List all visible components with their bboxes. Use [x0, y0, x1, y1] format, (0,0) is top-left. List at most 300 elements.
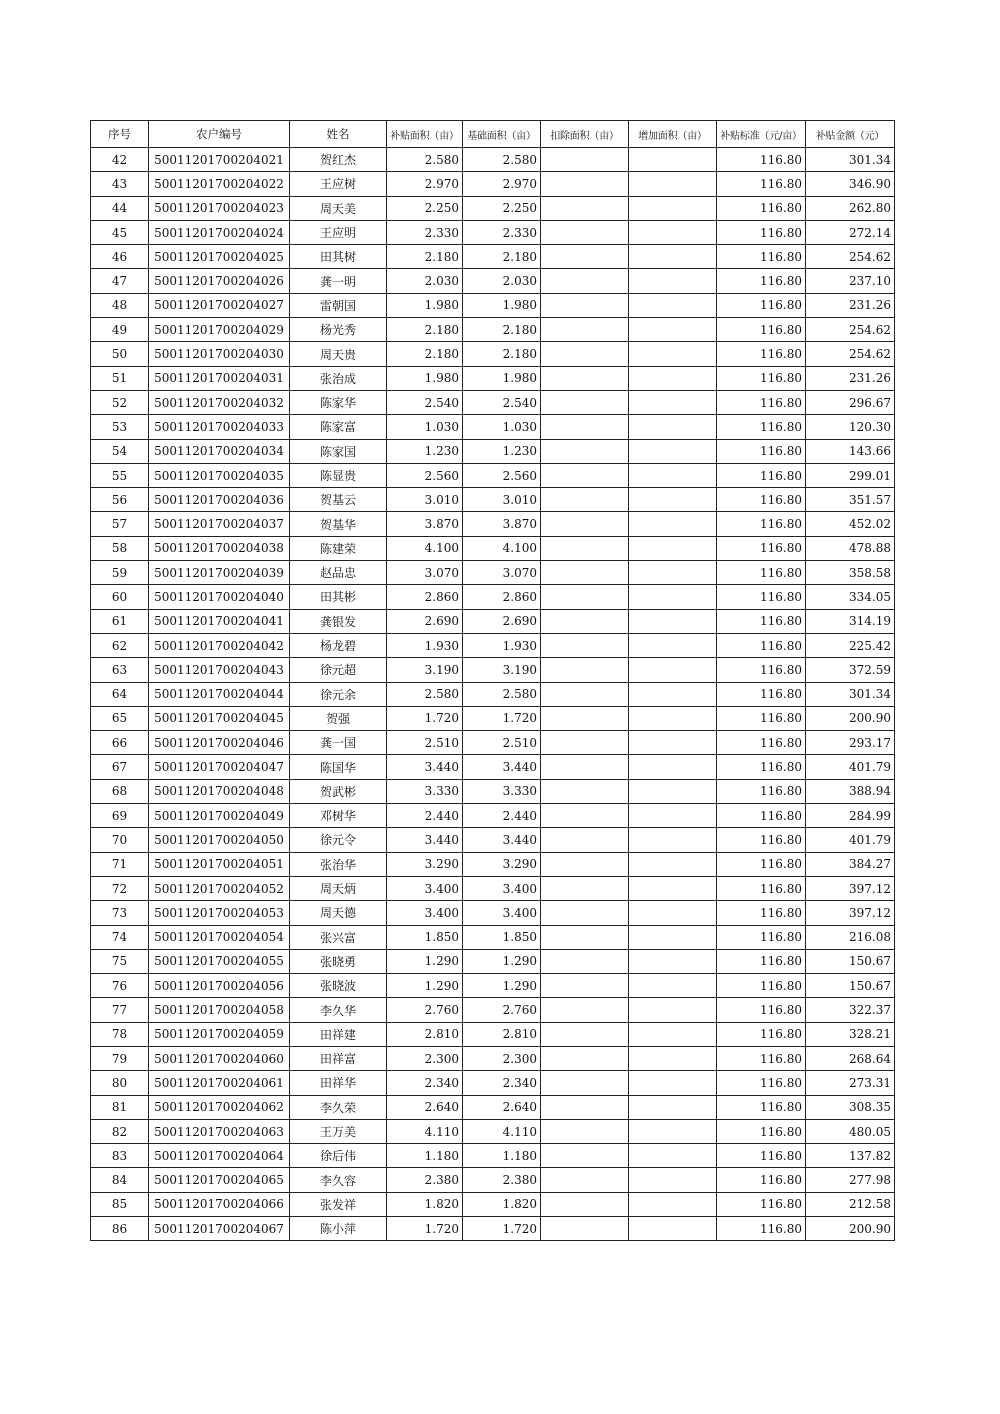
cell-seq: 47: [91, 269, 149, 293]
cell-subsidy-area: 2.180: [387, 318, 463, 342]
cell-seq: 65: [91, 706, 149, 730]
table-row: [91, 366, 895, 390]
cell-subsidy-rate: 116.80: [717, 901, 806, 925]
header-deducted-area: 扣除面积（亩）: [541, 121, 629, 148]
header-seq: 序号: [91, 121, 149, 148]
table-row: [91, 585, 895, 609]
cell-base-area: 1.720: [463, 706, 541, 730]
table-row: [91, 779, 895, 803]
cell-subsidy-rate: 116.80: [717, 1095, 806, 1119]
cell-name: 雷朝国: [290, 293, 387, 317]
cell-base-area: 3.330: [463, 779, 541, 803]
cell-farmer-id: 50011201700204032: [149, 390, 290, 414]
cell-seq: 59: [91, 561, 149, 585]
cell-added-area: [629, 293, 717, 317]
cell-subsidy-rate: 116.80: [717, 1119, 806, 1143]
cell-seq: 49: [91, 318, 149, 342]
cell-seq: 68: [91, 779, 149, 803]
cell-seq: 84: [91, 1168, 149, 1192]
cell-subsidy-rate: 116.80: [717, 828, 806, 852]
cell-farmer-id: 50011201700204034: [149, 439, 290, 463]
table-row: [91, 415, 895, 439]
cell-subsidy-amount: 237.10: [806, 269, 895, 293]
table-row: [91, 876, 895, 900]
header-farmer-id: 农户编号: [149, 121, 290, 148]
cell-deducted-area: [541, 269, 629, 293]
cell-subsidy-rate: 116.80: [717, 269, 806, 293]
cell-seq: 71: [91, 852, 149, 876]
cell-deducted-area: [541, 1144, 629, 1168]
cell-farmer-id: 50011201700204031: [149, 366, 290, 390]
table-row: [91, 293, 895, 317]
cell-seq: 79: [91, 1046, 149, 1070]
cell-subsidy-rate: 116.80: [717, 755, 806, 779]
cell-subsidy-amount: 322.37: [806, 998, 895, 1022]
cell-subsidy-area: 2.340: [387, 1071, 463, 1095]
cell-name: 徐元余: [290, 682, 387, 706]
cell-subsidy-area: 1.180: [387, 1144, 463, 1168]
cell-subsidy-amount: 284.99: [806, 804, 895, 828]
table-row: [91, 318, 895, 342]
cell-subsidy-amount: 358.58: [806, 561, 895, 585]
cell-subsidy-rate: 116.80: [717, 1217, 806, 1241]
cell-farmer-id: 50011201700204058: [149, 998, 290, 1022]
cell-base-area: 2.180: [463, 318, 541, 342]
table-row: [91, 536, 895, 560]
cell-deducted-area: [541, 804, 629, 828]
cell-added-area: [629, 439, 717, 463]
cell-deducted-area: [541, 536, 629, 560]
cell-name: 贺基云: [290, 488, 387, 512]
cell-subsidy-area: 2.640: [387, 1095, 463, 1119]
header-name: 姓名: [290, 121, 387, 148]
cell-name: 贺基华: [290, 512, 387, 536]
cell-farmer-id: 50011201700204022: [149, 172, 290, 196]
cell-subsidy-area: 3.190: [387, 658, 463, 682]
cell-name: 王应明: [290, 220, 387, 244]
cell-seq: 62: [91, 633, 149, 657]
cell-farmer-id: 50011201700204051: [149, 852, 290, 876]
table-row: [91, 901, 895, 925]
cell-deducted-area: [541, 318, 629, 342]
cell-subsidy-area: 2.860: [387, 585, 463, 609]
cell-subsidy-rate: 116.80: [717, 488, 806, 512]
cell-subsidy-rate: 116.80: [717, 1071, 806, 1095]
cell-subsidy-area: 1.290: [387, 974, 463, 998]
cell-subsidy-area: 2.690: [387, 609, 463, 633]
cell-seq: 69: [91, 804, 149, 828]
cell-subsidy-rate: 116.80: [717, 245, 806, 269]
cell-seq: 75: [91, 949, 149, 973]
cell-subsidy-rate: 116.80: [717, 706, 806, 730]
cell-name: 陈国华: [290, 755, 387, 779]
cell-deducted-area: [541, 731, 629, 755]
cell-base-area: 1.820: [463, 1192, 541, 1216]
cell-base-area: 3.870: [463, 512, 541, 536]
cell-base-area: 2.580: [463, 682, 541, 706]
cell-base-area: 2.640: [463, 1095, 541, 1119]
cell-deducted-area: [541, 633, 629, 657]
cell-subsidy-amount: 301.34: [806, 682, 895, 706]
cell-name: 田祥华: [290, 1071, 387, 1095]
table-row: [91, 269, 895, 293]
cell-name: 贺强: [290, 706, 387, 730]
cell-base-area: 3.190: [463, 658, 541, 682]
cell-subsidy-amount: 328.21: [806, 1022, 895, 1046]
table-row: [91, 998, 895, 1022]
cell-subsidy-area: 1.820: [387, 1192, 463, 1216]
cell-deducted-area: [541, 925, 629, 949]
cell-added-area: [629, 1095, 717, 1119]
table-row: [91, 561, 895, 585]
table-row: [91, 196, 895, 220]
cell-subsidy-rate: 116.80: [717, 804, 806, 828]
cell-subsidy-rate: 116.80: [717, 731, 806, 755]
cell-deducted-area: [541, 706, 629, 730]
cell-added-area: [629, 148, 717, 172]
cell-added-area: [629, 1192, 717, 1216]
cell-farmer-id: 50011201700204052: [149, 876, 290, 900]
table-row: [91, 633, 895, 657]
cell-subsidy-amount: 137.82: [806, 1144, 895, 1168]
cell-subsidy-amount: 254.62: [806, 245, 895, 269]
cell-deducted-area: [541, 366, 629, 390]
cell-base-area: 2.380: [463, 1168, 541, 1192]
cell-name: 杨光秀: [290, 318, 387, 342]
table-row: [91, 828, 895, 852]
cell-deducted-area: [541, 245, 629, 269]
cell-farmer-id: 50011201700204021: [149, 148, 290, 172]
cell-name: 李久荣: [290, 1095, 387, 1119]
cell-name: 张兴富: [290, 925, 387, 949]
cell-farmer-id: 50011201700204062: [149, 1095, 290, 1119]
cell-subsidy-rate: 116.80: [717, 390, 806, 414]
table-row: [91, 682, 895, 706]
cell-subsidy-amount: 212.58: [806, 1192, 895, 1216]
cell-subsidy-amount: 384.27: [806, 852, 895, 876]
cell-subsidy-area: 3.290: [387, 852, 463, 876]
cell-seq: 55: [91, 463, 149, 487]
cell-farmer-id: 50011201700204067: [149, 1217, 290, 1241]
cell-name: 龚银发: [290, 609, 387, 633]
table-row: [91, 463, 895, 487]
cell-name: 龚一国: [290, 731, 387, 755]
cell-deducted-area: [541, 1217, 629, 1241]
table-row: [91, 488, 895, 512]
cell-deducted-area: [541, 1071, 629, 1095]
cell-subsidy-amount: 200.90: [806, 706, 895, 730]
cell-base-area: 1.720: [463, 1217, 541, 1241]
cell-subsidy-rate: 116.80: [717, 220, 806, 244]
cell-subsidy-area: 2.760: [387, 998, 463, 1022]
cell-name: 徐后伟: [290, 1144, 387, 1168]
cell-deducted-area: [541, 755, 629, 779]
cell-added-area: [629, 488, 717, 512]
cell-subsidy-amount: 225.42: [806, 633, 895, 657]
cell-subsidy-area: 1.980: [387, 293, 463, 317]
cell-name: 田其彬: [290, 585, 387, 609]
cell-name: 周天美: [290, 196, 387, 220]
table-row: [91, 731, 895, 755]
table-row: [91, 512, 895, 536]
cell-name: 王应树: [290, 172, 387, 196]
cell-seq: 44: [91, 196, 149, 220]
table-row: [91, 974, 895, 998]
cell-subsidy-amount: 401.79: [806, 828, 895, 852]
cell-farmer-id: 50011201700204045: [149, 706, 290, 730]
cell-subsidy-area: 3.010: [387, 488, 463, 512]
cell-subsidy-amount: 200.90: [806, 1217, 895, 1241]
cell-farmer-id: 50011201700204030: [149, 342, 290, 366]
cell-name: 张晓勇: [290, 949, 387, 973]
cell-farmer-id: 50011201700204041: [149, 609, 290, 633]
cell-subsidy-amount: 231.26: [806, 366, 895, 390]
cell-base-area: 2.250: [463, 196, 541, 220]
cell-added-area: [629, 561, 717, 585]
table-row: [91, 1168, 895, 1192]
cell-farmer-id: 50011201700204025: [149, 245, 290, 269]
cell-deducted-area: [541, 390, 629, 414]
cell-subsidy-area: 1.290: [387, 949, 463, 973]
cell-subsidy-area: 2.380: [387, 1168, 463, 1192]
cell-base-area: 4.100: [463, 536, 541, 560]
cell-subsidy-amount: 397.12: [806, 901, 895, 925]
cell-subsidy-rate: 116.80: [717, 633, 806, 657]
cell-subsidy-rate: 116.80: [717, 293, 806, 317]
cell-farmer-id: 50011201700204026: [149, 269, 290, 293]
cell-farmer-id: 50011201700204037: [149, 512, 290, 536]
table-row: [91, 925, 895, 949]
cell-name: 周天炳: [290, 876, 387, 900]
cell-subsidy-rate: 116.80: [717, 779, 806, 803]
cell-added-area: [629, 901, 717, 925]
cell-seq: 85: [91, 1192, 149, 1216]
header-base-area: 基础面积（亩）: [463, 121, 541, 148]
header-subsidy-area: 补贴面积（亩）: [387, 121, 463, 148]
cell-subsidy-amount: 388.94: [806, 779, 895, 803]
cell-subsidy-area: 4.110: [387, 1119, 463, 1143]
cell-name: 贺红杰: [290, 148, 387, 172]
table-row: [91, 852, 895, 876]
cell-subsidy-amount: 296.67: [806, 390, 895, 414]
cell-subsidy-amount: 254.62: [806, 318, 895, 342]
cell-farmer-id: 50011201700204065: [149, 1168, 290, 1192]
table-row: [91, 148, 895, 172]
cell-added-area: [629, 998, 717, 1022]
cell-added-area: [629, 415, 717, 439]
header-row: [91, 121, 895, 148]
table-row: [91, 390, 895, 414]
cell-subsidy-amount: 452.02: [806, 512, 895, 536]
cell-name: 张晓波: [290, 974, 387, 998]
cell-base-area: 2.180: [463, 245, 541, 269]
cell-name: 田祥富: [290, 1046, 387, 1070]
cell-base-area: 3.440: [463, 755, 541, 779]
cell-added-area: [629, 1046, 717, 1070]
cell-deducted-area: [541, 998, 629, 1022]
cell-subsidy-area: 2.030: [387, 269, 463, 293]
cell-base-area: 1.180: [463, 1144, 541, 1168]
cell-farmer-id: 50011201700204050: [149, 828, 290, 852]
cell-farmer-id: 50011201700204055: [149, 949, 290, 973]
cell-deducted-area: [541, 220, 629, 244]
cell-added-area: [629, 318, 717, 342]
cell-base-area: 2.510: [463, 731, 541, 755]
cell-seq: 77: [91, 998, 149, 1022]
cell-seq: 51: [91, 366, 149, 390]
cell-farmer-id: 50011201700204036: [149, 488, 290, 512]
cell-added-area: [629, 804, 717, 828]
cell-subsidy-area: 1.230: [387, 439, 463, 463]
cell-subsidy-area: 2.330: [387, 220, 463, 244]
cell-added-area: [629, 585, 717, 609]
header-added-area: 增加面积（亩）: [629, 121, 717, 148]
cell-deducted-area: [541, 463, 629, 487]
table-row: [91, 1071, 895, 1095]
cell-deducted-area: [541, 876, 629, 900]
cell-deducted-area: [541, 512, 629, 536]
cell-added-area: [629, 196, 717, 220]
cell-subsidy-amount: 150.67: [806, 974, 895, 998]
cell-base-area: 3.290: [463, 852, 541, 876]
cell-deducted-area: [541, 682, 629, 706]
cell-name: 徐元令: [290, 828, 387, 852]
cell-deducted-area: [541, 439, 629, 463]
cell-name: 陈家华: [290, 390, 387, 414]
cell-name: 张治成: [290, 366, 387, 390]
cell-farmer-id: 50011201700204049: [149, 804, 290, 828]
cell-subsidy-amount: 308.35: [806, 1095, 895, 1119]
cell-farmer-id: 50011201700204042: [149, 633, 290, 657]
cell-subsidy-area: 2.560: [387, 463, 463, 487]
cell-subsidy-amount: 299.01: [806, 463, 895, 487]
cell-base-area: 3.400: [463, 876, 541, 900]
table-row: [91, 1022, 895, 1046]
cell-subsidy-area: 1.930: [387, 633, 463, 657]
cell-seq: 72: [91, 876, 149, 900]
cell-added-area: [629, 852, 717, 876]
cell-subsidy-amount: 293.17: [806, 731, 895, 755]
cell-name: 赵品忠: [290, 561, 387, 585]
cell-subsidy-rate: 116.80: [717, 1168, 806, 1192]
cell-seq: 46: [91, 245, 149, 269]
cell-seq: 53: [91, 415, 149, 439]
cell-deducted-area: [541, 828, 629, 852]
cell-seq: 61: [91, 609, 149, 633]
cell-added-area: [629, 1119, 717, 1143]
cell-seq: 64: [91, 682, 149, 706]
cell-farmer-id: 50011201700204035: [149, 463, 290, 487]
cell-subsidy-area: 3.400: [387, 876, 463, 900]
cell-subsidy-rate: 116.80: [717, 536, 806, 560]
cell-seq: 50: [91, 342, 149, 366]
cell-subsidy-amount: 346.90: [806, 172, 895, 196]
cell-farmer-id: 50011201700204048: [149, 779, 290, 803]
cell-subsidy-amount: 120.30: [806, 415, 895, 439]
cell-farmer-id: 50011201700204054: [149, 925, 290, 949]
cell-subsidy-amount: 301.34: [806, 148, 895, 172]
cell-subsidy-area: 3.440: [387, 828, 463, 852]
table-row: [91, 1192, 895, 1216]
cell-subsidy-amount: 262.80: [806, 196, 895, 220]
cell-subsidy-area: 1.030: [387, 415, 463, 439]
subsidy-table: [90, 120, 895, 1241]
cell-base-area: 3.070: [463, 561, 541, 585]
cell-subsidy-amount: 231.26: [806, 293, 895, 317]
cell-subsidy-amount: 268.64: [806, 1046, 895, 1070]
cell-deducted-area: [541, 585, 629, 609]
cell-deducted-area: [541, 901, 629, 925]
cell-deducted-area: [541, 1192, 629, 1216]
table-row: [91, 439, 895, 463]
cell-added-area: [629, 779, 717, 803]
cell-added-area: [629, 1168, 717, 1192]
cell-farmer-id: 50011201700204023: [149, 196, 290, 220]
cell-base-area: 1.290: [463, 949, 541, 973]
cell-seq: 70: [91, 828, 149, 852]
cell-deducted-area: [541, 172, 629, 196]
table-row: [91, 1119, 895, 1143]
cell-seq: 54: [91, 439, 149, 463]
cell-deducted-area: [541, 342, 629, 366]
cell-subsidy-amount: 397.12: [806, 876, 895, 900]
table-row: [91, 1217, 895, 1241]
cell-deducted-area: [541, 852, 629, 876]
cell-subsidy-rate: 116.80: [717, 1144, 806, 1168]
cell-seq: 63: [91, 658, 149, 682]
cell-base-area: 2.540: [463, 390, 541, 414]
cell-subsidy-rate: 116.80: [717, 585, 806, 609]
cell-added-area: [629, 925, 717, 949]
cell-subsidy-rate: 116.80: [717, 876, 806, 900]
cell-base-area: 1.290: [463, 974, 541, 998]
cell-name: 陈家国: [290, 439, 387, 463]
cell-farmer-id: 50011201700204061: [149, 1071, 290, 1095]
cell-subsidy-area: 4.100: [387, 536, 463, 560]
cell-added-area: [629, 536, 717, 560]
table-row: [91, 220, 895, 244]
cell-added-area: [629, 876, 717, 900]
cell-subsidy-amount: 314.19: [806, 609, 895, 633]
cell-deducted-area: [541, 1168, 629, 1192]
cell-name: 贺武彬: [290, 779, 387, 803]
cell-deducted-area: [541, 779, 629, 803]
cell-farmer-id: 50011201700204060: [149, 1046, 290, 1070]
cell-farmer-id: 50011201700204038: [149, 536, 290, 560]
cell-subsidy-area: 1.720: [387, 706, 463, 730]
cell-subsidy-rate: 116.80: [717, 949, 806, 973]
cell-subsidy-amount: 254.62: [806, 342, 895, 366]
cell-farmer-id: 50011201700204063: [149, 1119, 290, 1143]
cell-added-area: [629, 390, 717, 414]
cell-subsidy-area: 2.970: [387, 172, 463, 196]
cell-name: 陈家富: [290, 415, 387, 439]
cell-deducted-area: [541, 488, 629, 512]
table-row: [91, 949, 895, 973]
cell-added-area: [629, 828, 717, 852]
cell-farmer-id: 50011201700204056: [149, 974, 290, 998]
cell-name: 田祥建: [290, 1022, 387, 1046]
cell-subsidy-rate: 116.80: [717, 318, 806, 342]
table-row: [91, 1144, 895, 1168]
cell-subsidy-amount: 143.66: [806, 439, 895, 463]
cell-name: 陈建荣: [290, 536, 387, 560]
cell-seq: 52: [91, 390, 149, 414]
cell-base-area: 2.300: [463, 1046, 541, 1070]
cell-added-area: [629, 1144, 717, 1168]
cell-farmer-id: 50011201700204053: [149, 901, 290, 925]
cell-name: 陈显贵: [290, 463, 387, 487]
